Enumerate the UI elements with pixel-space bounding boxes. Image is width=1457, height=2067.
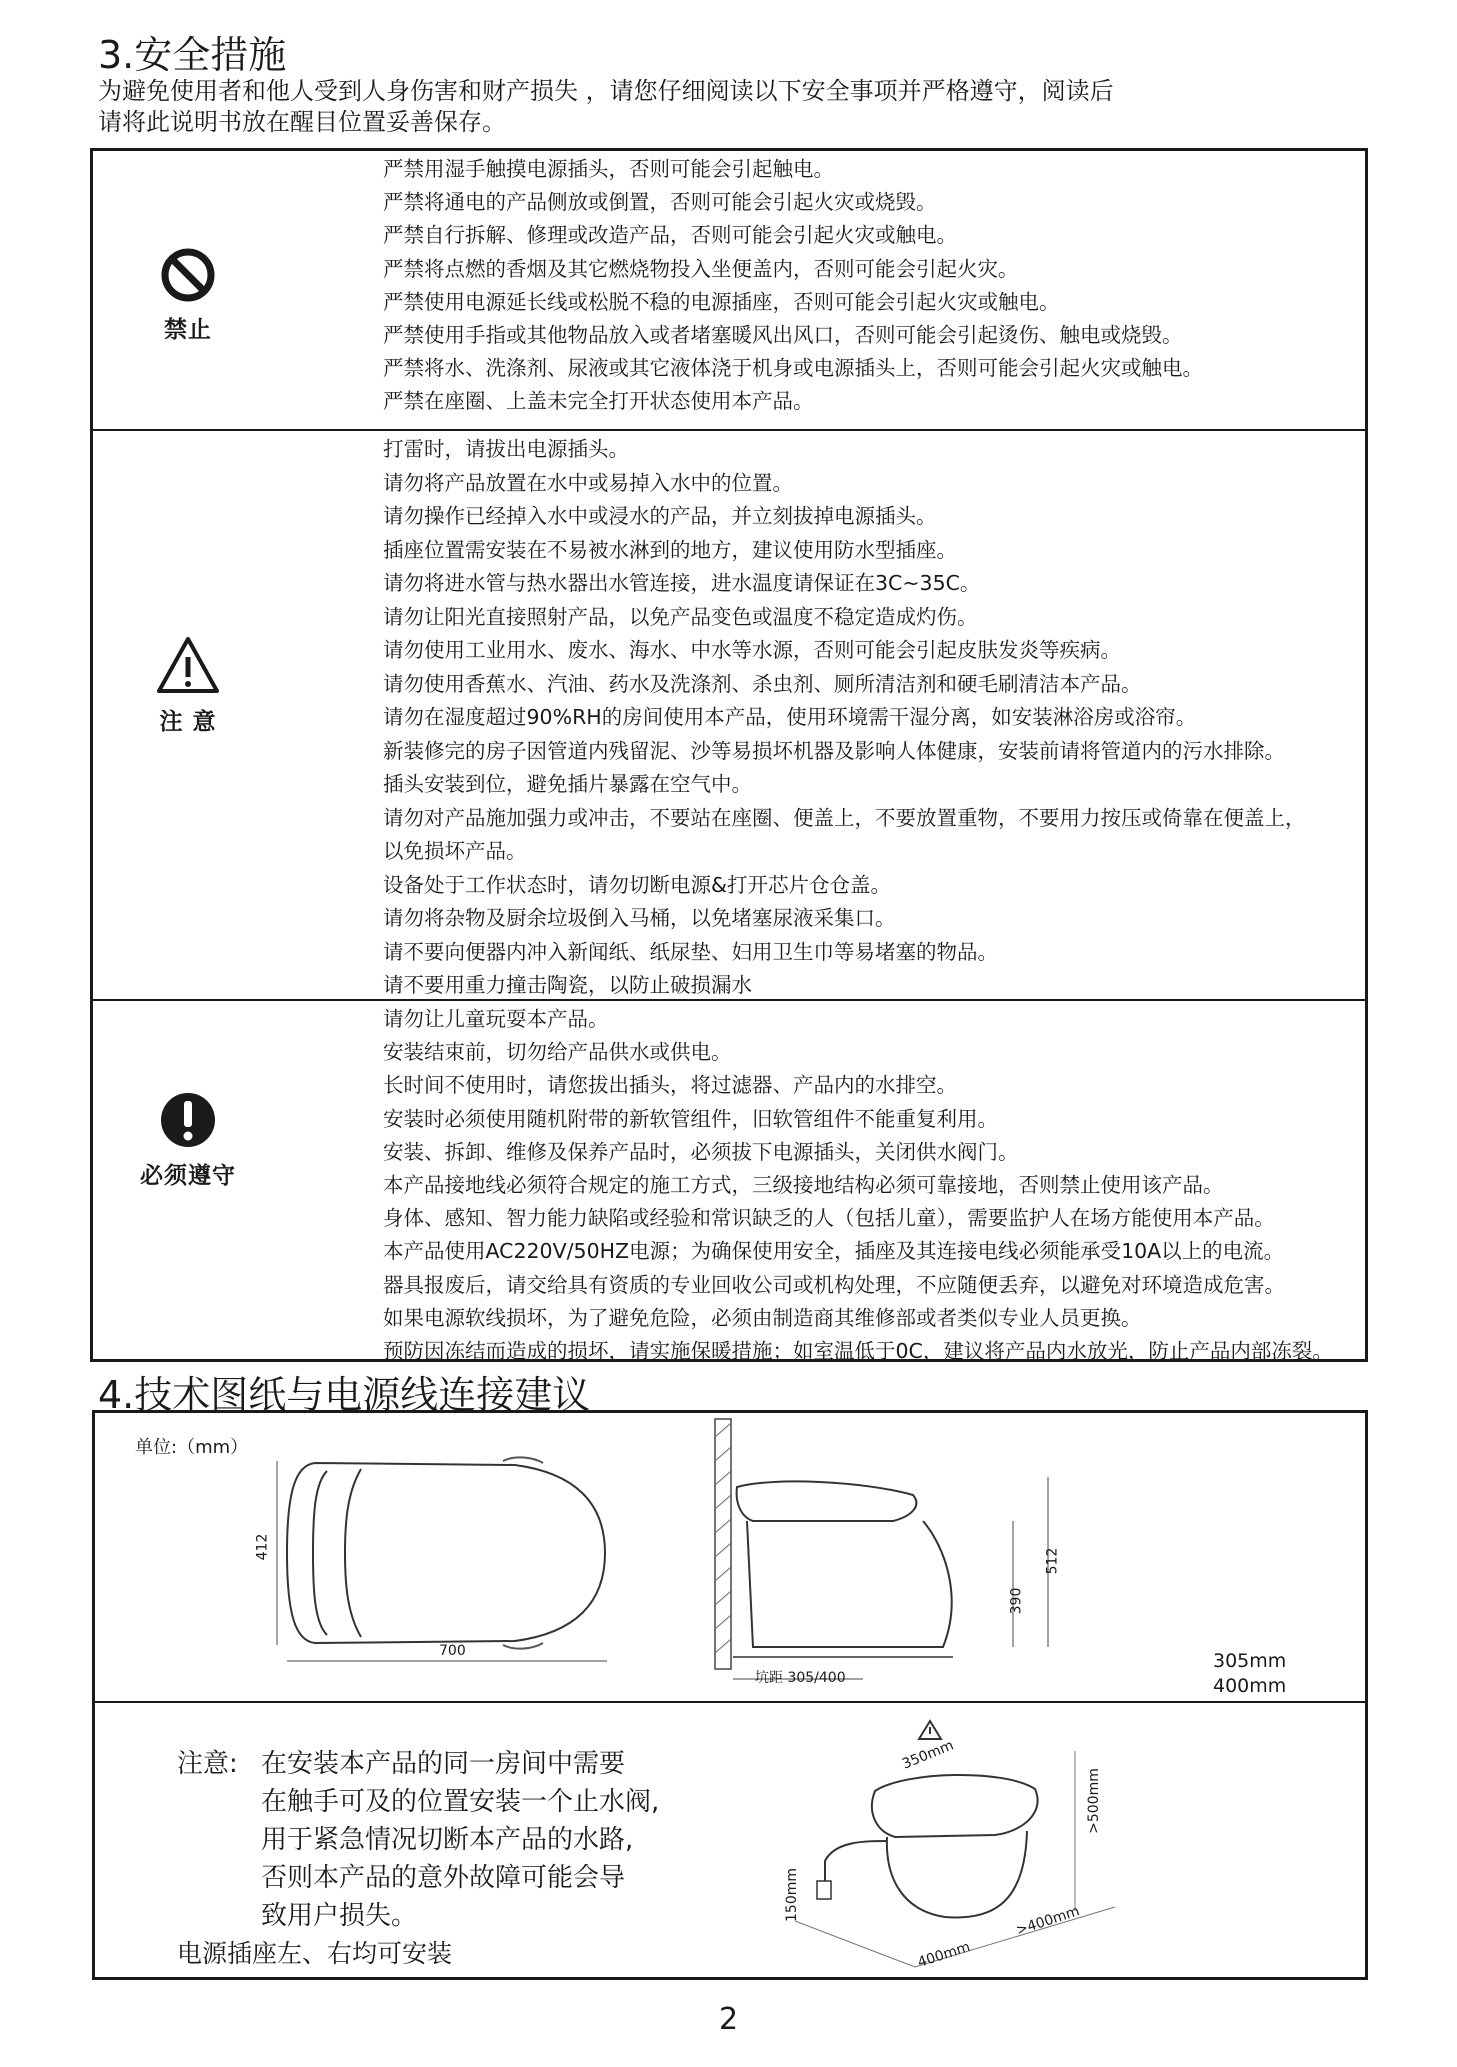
list-item: 请勿使用香蕉水、汽油、药水及洗涤剂、杀虫剂、厕所清洁剂和硬毛刷清洁本产品。 <box>383 671 1142 696</box>
list-item: 严禁将水、洗涤剂、尿液或其它液体浇于机身或电源插头上，否则可能会引起火灾或触电。 <box>383 356 1203 381</box>
list-item: 严禁在座圈、上盖未完全打开状态使用本产品。 <box>383 389 814 414</box>
unit-label: 单位:（mm） <box>135 1437 249 1458</box>
dim-150: 150mm <box>784 1868 800 1922</box>
list-item: 严禁自行拆解、修理或改造产品，否则可能会引起火灾或触电。 <box>383 223 957 248</box>
list-item: 严禁将通电的产品侧放或倒置，否则可能会引起火灾或烧毁。 <box>383 190 937 215</box>
list-item: 本产品使用AC220V/50HZ电源；为确保使用安全，插座及其连接电线必须能承受10A以上的电流。 <box>383 1239 1285 1264</box>
list-item: 新装修完的房子因管道内残留泥、沙等易损坏机器及影响人体健康，安装前请将管道内的污水排除。 <box>383 738 1285 763</box>
list-item: 请勿让阳光直接照射产品，以免产品变色或温度不稳定造成灼伤。 <box>383 604 978 629</box>
list-item: 身体、感知、智力能力缺陷或经验和常识缺乏的人（包括儿童），需要监护人在场方能使用本产品。 <box>383 1206 1275 1231</box>
dim-width: 412 <box>254 1533 271 1561</box>
prohibited-icon <box>160 247 216 303</box>
section3-intro <box>98 76 1298 138</box>
section4-title: 4.技术图纸与电源线连接建议 <box>98 1373 591 1417</box>
dim-height-total: 512 <box>1044 1547 1061 1575</box>
list-item: 严禁使用电源延长线或松脱不稳的电源插座，否则可能会引起火灾或触电。 <box>383 289 1060 314</box>
side-view-drawing <box>713 1417 1133 1687</box>
note-line: 在触手可及的位置安装一个止水阀, <box>261 1787 660 1817</box>
list-item: 器具报废后，请交给具有资质的专业回收公司或机构处理，不应随便丢弃，以避免对环境造成危害。 <box>383 1272 1285 1297</box>
list-item: 设备处于工作状态时，请勿切断电源&打开芯片仓仓盖。 <box>383 872 891 897</box>
mandatory-list <box>383 1003 1355 1368</box>
prohibited-list <box>383 153 1355 419</box>
note-line: 用于紧急情况切断本产品的水路, <box>261 1825 634 1855</box>
list-item: 安装、拆卸、维修及保养产品时，必须拔下电源插头，关闭供水阀门。 <box>383 1139 1019 1164</box>
tech-drawing-box <box>92 1410 1368 1980</box>
list-item: 请不要用重力撞击陶瓷，以防止破损漏水 <box>383 973 752 997</box>
prohibited-label: 禁止 <box>164 317 212 343</box>
note-line: 致用户损失。 <box>261 1901 418 1931</box>
list-item: 请勿将产品放置在水中或易掉入水中的位置。 <box>383 470 793 495</box>
list-item: 请勿使用工业用水、废水、海水、中水等水源，否则可能会引起皮肤发炎等疾病。 <box>383 638 1121 662</box>
list-item: 请勿将进水管与热水器出水管连接，进水温度请保证在3C~35C。 <box>383 571 981 595</box>
list-item: 安装时必须使用随机附带的新软管组件，旧软管组件不能重复利用。 <box>383 1106 998 1131</box>
install-note-prefix: 注意: <box>177 1749 238 1779</box>
list-item: 打雷时，请拔出电源插头。 <box>383 437 629 461</box>
list-item: 严禁将点燃的香烟及其它燃烧物投入坐便盖内，否则可能会引起火灾。 <box>383 256 1019 281</box>
mandatory-section <box>93 999 1365 1364</box>
list-item: 请勿操作已经掉入水中或浸水的产品，并立刻拔掉电源插头。 <box>383 504 937 528</box>
list-item: 预防因冻结而造成的损坏，请实施保暖措施；如室温低于0C，建议将产品内水放光，防止产品内部冻裂。 <box>383 1339 1333 1364</box>
rough-option-305: 305mm <box>1213 1650 1287 1672</box>
warning-triangle-icon <box>155 635 221 695</box>
list-item: 本产品接地线必须符合规定的施工方式，三级接地结构必须可靠接地，否则禁止使用该产品。 <box>383 1173 1224 1198</box>
list-item: 严禁使用手指或其他物品放入或者堵塞暖风出风口，否则可能会引起烫伤、触电或烧毁。 <box>383 323 1183 348</box>
dim-height-seat: 390 <box>1008 1587 1025 1615</box>
list-item: 请勿将杂物及厨余垃圾倒入马桶，以免堵塞尿液采集口。 <box>383 906 896 930</box>
caution-section <box>93 429 1365 999</box>
list-item: 严禁用湿手触摸电源插头，否则可能会引起触电。 <box>383 157 834 181</box>
mandatory-label: 必须遵守 <box>140 1163 236 1189</box>
isometric-install-drawing <box>775 1711 1155 1973</box>
top-view-drawing <box>275 1453 615 1673</box>
list-item: 请勿对产品施加强力或冲击，不要站在座圈、便盖上，不要放置重物，不要用力按压或倚靠在便盖上， <box>383 805 1306 830</box>
power-socket-note: 电源插座左、右均可安装 <box>177 1939 453 1968</box>
rough-in-label: 坑距 305/400 <box>755 1670 846 1686</box>
prohibited-section <box>93 151 1365 429</box>
list-item: 安装结束前，切勿给产品供水或供电。 <box>383 1040 732 1065</box>
caution-list <box>383 433 1355 1003</box>
rough-option-400: 400mm <box>1213 1675 1287 1697</box>
list-item: 请勿让儿童玩耍本产品。 <box>383 1007 609 1031</box>
tech-divider <box>95 1701 1365 1703</box>
intro-line-2: 请将此说明书放在醒目位置妥善保存。 <box>98 108 506 136</box>
intro-line-1: 为避免使用者和他人受到人身伤害和财产损失 ，请您仔细阅读以下安全事项并严格遵守，阅读后 <box>98 77 1114 105</box>
dim-400-right: >400mm <box>1014 1903 1082 1939</box>
list-item: 请不要向便器内冲入新闻纸、纸尿垫、妇用卫生巾等易堵塞的物品。 <box>383 939 998 964</box>
dim-400-front: 400mm <box>915 1939 973 1971</box>
dim-350: 350mm <box>899 1737 957 1773</box>
list-item: 请勿在湿度超过90%RH的房间使用本产品，使用环境需干湿分离，如安装淋浴房或浴帘。 <box>383 705 1197 729</box>
note-line: 在安装本产品的同一房间中需要 <box>261 1749 626 1779</box>
install-note <box>261 1745 659 1935</box>
list-item: 长时间不使用时，请您拔出插头，将过滤器、产品内的水排空。 <box>383 1073 957 1098</box>
caution-label: 注 意 <box>159 709 217 735</box>
dim-500: >500mm <box>1085 1768 1102 1834</box>
exclamation-circle-icon <box>160 1091 216 1149</box>
rough-options <box>1213 1649 1286 1699</box>
dim-length: 700 <box>439 1643 466 1659</box>
list-item: 如果电源软线损坏，为了避免危险，必须由制造商其维修部或者类似专业人员更换。 <box>383 1305 1142 1330</box>
safety-table <box>90 148 1368 1362</box>
list-item: 以免损坏产品。 <box>383 839 527 863</box>
note-line: 否则本产品的意外故障可能会导 <box>261 1863 626 1893</box>
list-item: 插座位置需安装在不易被水淋到的地方，建议使用防水型插座。 <box>383 537 957 562</box>
list-item: 插头安装到位，避免插片暴露在空气中。 <box>383 772 752 796</box>
section3-title: 3.安全措施 <box>98 33 287 77</box>
page-number: 2 <box>718 2002 739 2037</box>
